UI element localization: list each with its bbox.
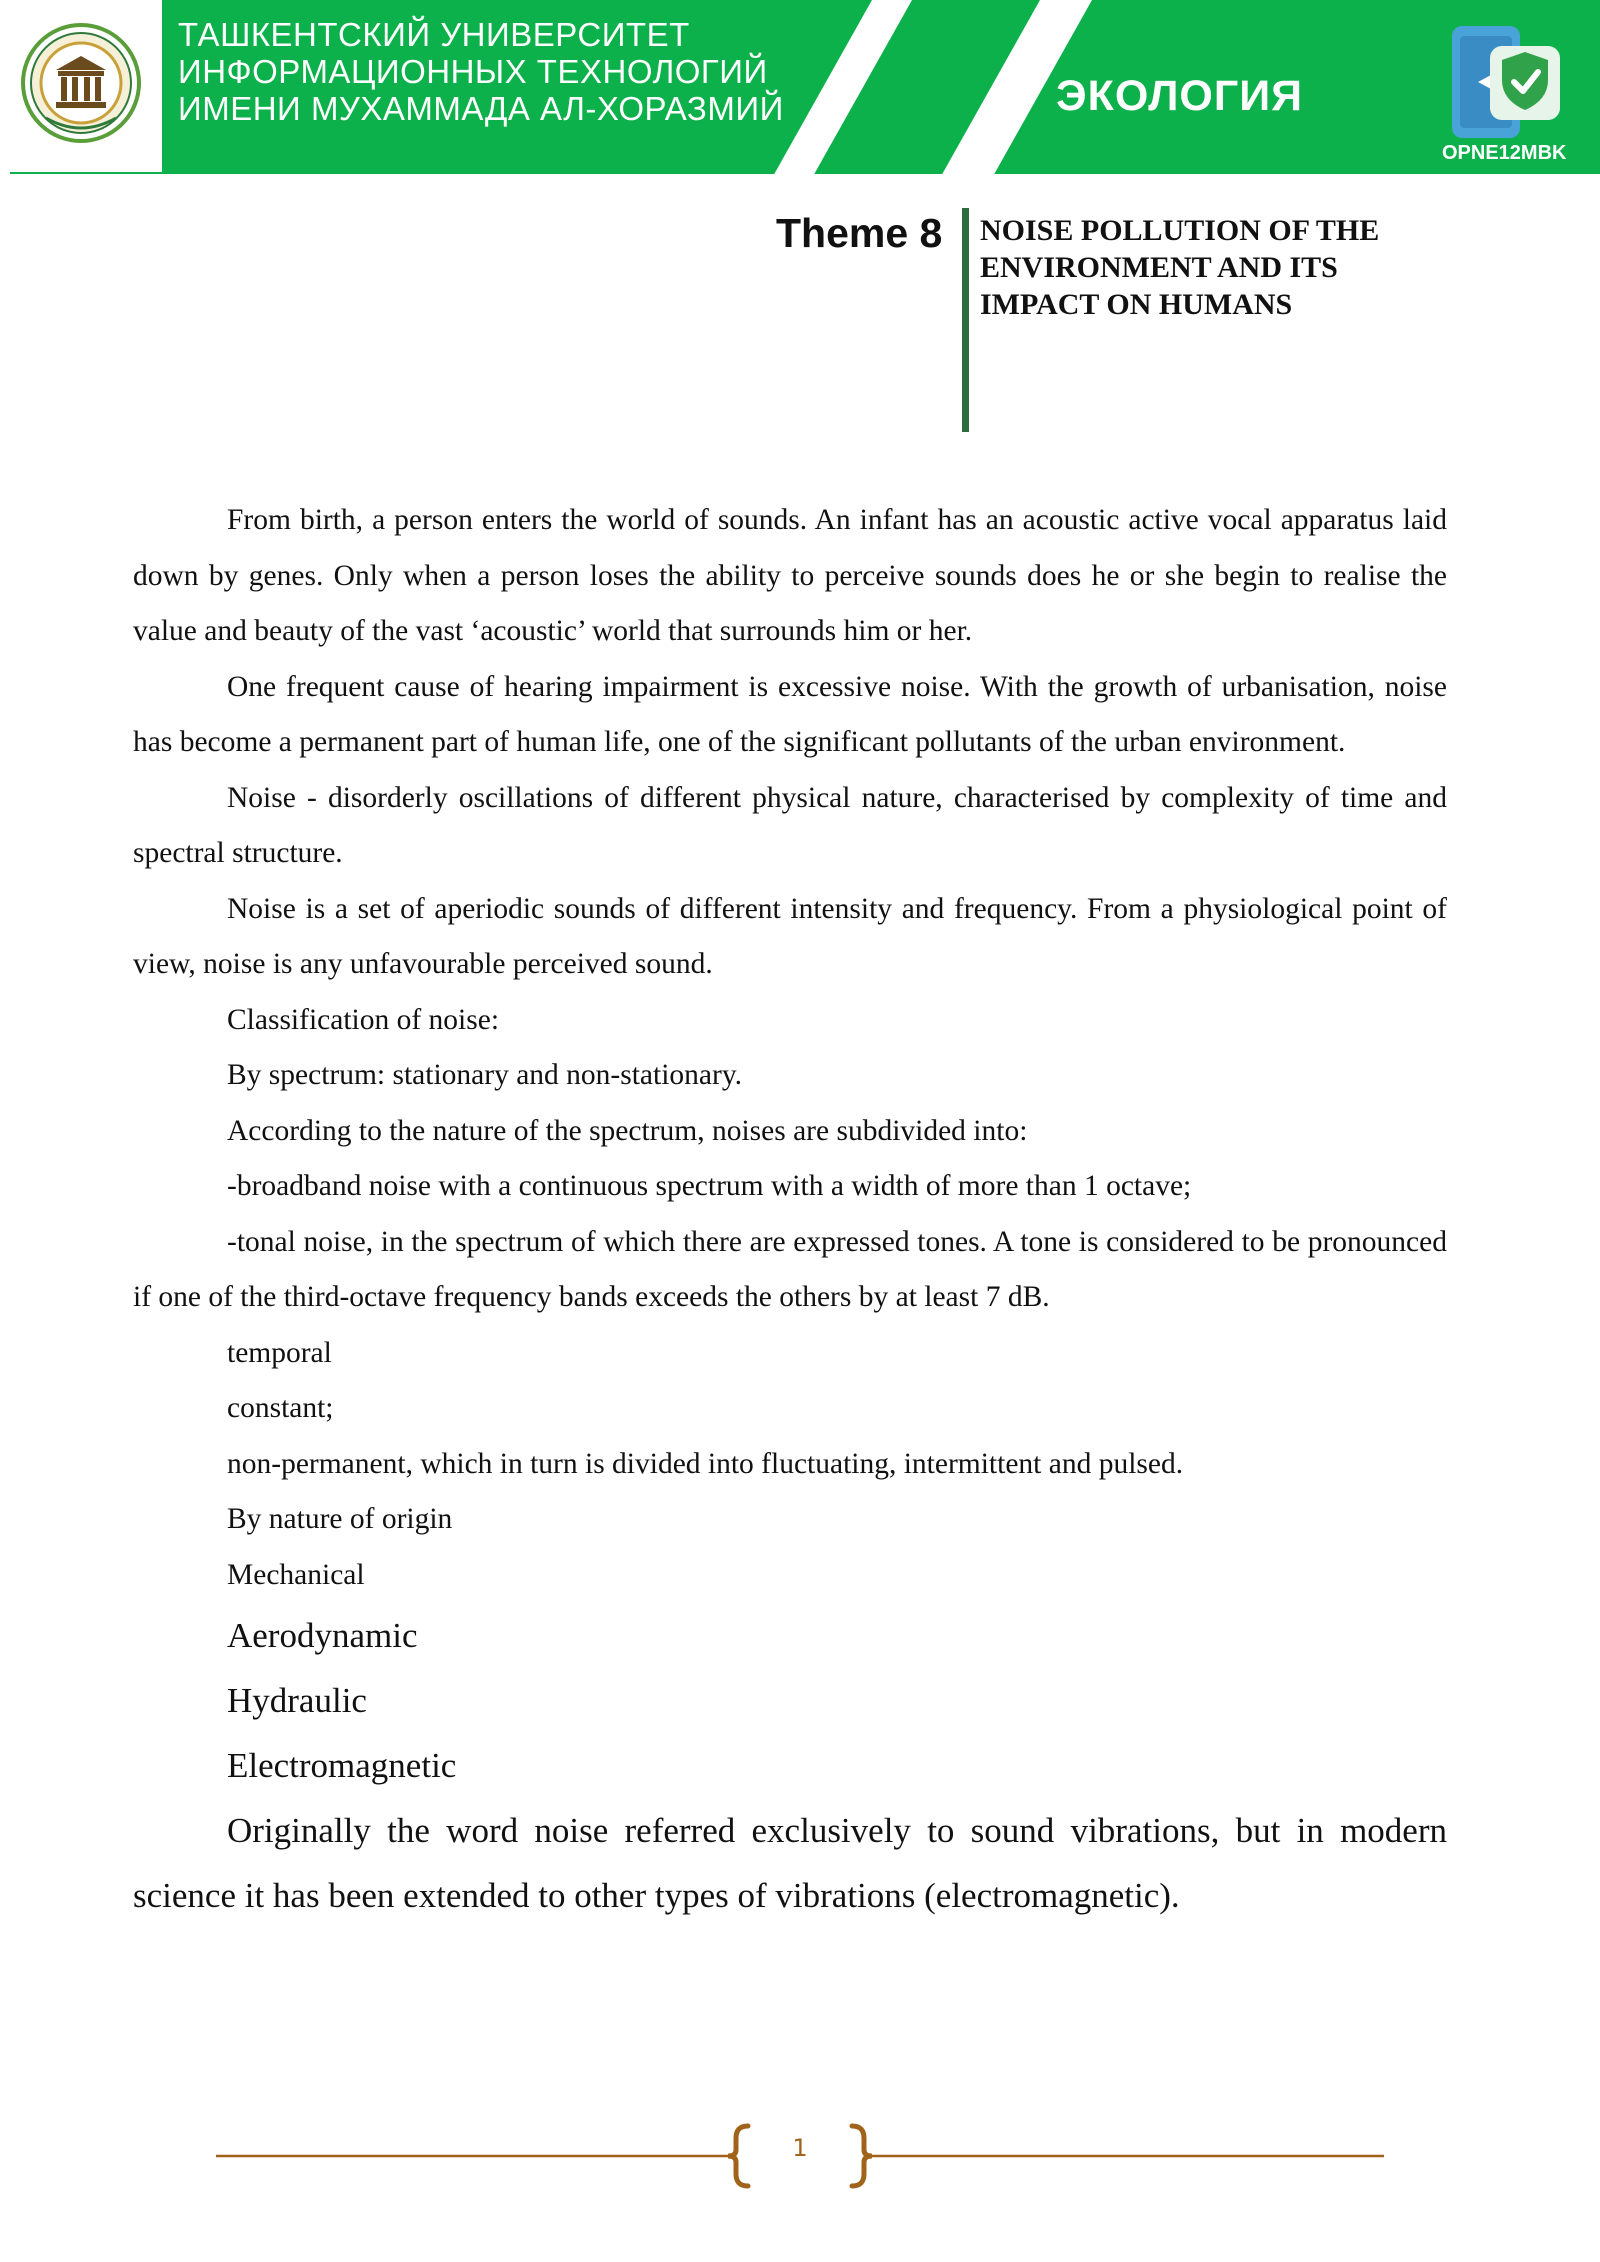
text-line: temporal: [227, 1336, 332, 1369]
university-name-line: ИМЕНИ МУХАММАДА АЛ-ХОРАЗМИЙ: [178, 90, 784, 127]
university-name-line: ИНФОРМАЦИОННЫХ ТЕХНОЛОГИЙ: [178, 53, 768, 90]
theme-divider: [962, 208, 969, 432]
text-line: Hydraulic: [227, 1681, 367, 1720]
university-emblem-icon: [16, 18, 146, 148]
text-line: -broadband noise with a continuous spectrum with a width of more than 1 octave;: [227, 1170, 1192, 1202]
document-body: [133, 493, 1447, 1928]
course-code: OPNE12MBK: [1442, 142, 1567, 164]
paragraph: Noise is a set of aperiodic sounds of different intensity and frequency. From a physiological point of view, noise is any unfavourable perceived sound.: [133, 892, 1447, 980]
paragraph: One frequent cause of hearing impairment is excessive noise. With the growth of urbanisation, noise has become a permanent part of human life, one of the significant pollutants of the urban environment.: [133, 670, 1447, 758]
text-line: According to the nature of the spectrum, noises are subdivided into:: [227, 1114, 1028, 1147]
university-name-line: ТАШКЕНТСКИЙ УНИВЕРСИТЕТ: [178, 16, 690, 53]
paragraph: From birth, a person enters the world of sounds. An infant has an acoustic active vocal apparatus laid down by genes. Only when a person loses the ability to perceive sounds does he or she begin to realise the value and beauty of the vast ‘acoustic’ world that surrounds him or her.: [133, 504, 1447, 647]
text-line: Mechanical: [227, 1558, 365, 1591]
subject-title: ЭКОЛОГИЯ: [1056, 72, 1304, 120]
text-line: Aerodynamic: [227, 1616, 418, 1655]
header-banner: [0, 0, 1600, 178]
paragraph: -tonal noise, in the spectrum of which there are expressed tones. A tone is considered to be pronounced if one of the third-octave frequency bands exceeds the others by at least 7 dB.: [133, 1225, 1447, 1313]
text-line: By spectrum: stationary and non-stationary.: [227, 1059, 743, 1091]
theme-label: Theme 8: [776, 210, 943, 256]
page-number: 1: [792, 2134, 808, 2162]
university-name: [178, 16, 784, 127]
text-line: Electromagnetic: [227, 1746, 457, 1785]
paragraph: Originally the word noise referred exclusively to sound vibrations, but in modern science it has been extended to other types of vibrations (electromagnetic).: [133, 1811, 1447, 1915]
paragraph: Noise - disorderly oscillations of different physical nature, characterised by complexity of time and spectral structure.: [133, 781, 1447, 869]
phone-shield-check-icon: [1444, 22, 1574, 140]
text-line: constant;: [227, 1392, 334, 1424]
theme-title: NOISE POLLUTION OF THE ENVIRONMENT AND ITS IMPACT ON HUMANS: [980, 214, 1380, 321]
text-line: non-permanent, which in turn is divided into fluctuating, intermittent and pulsed.: [227, 1447, 1184, 1480]
text-line: By nature of origin: [227, 1503, 453, 1535]
text-line: Classification of noise:: [227, 1003, 500, 1036]
